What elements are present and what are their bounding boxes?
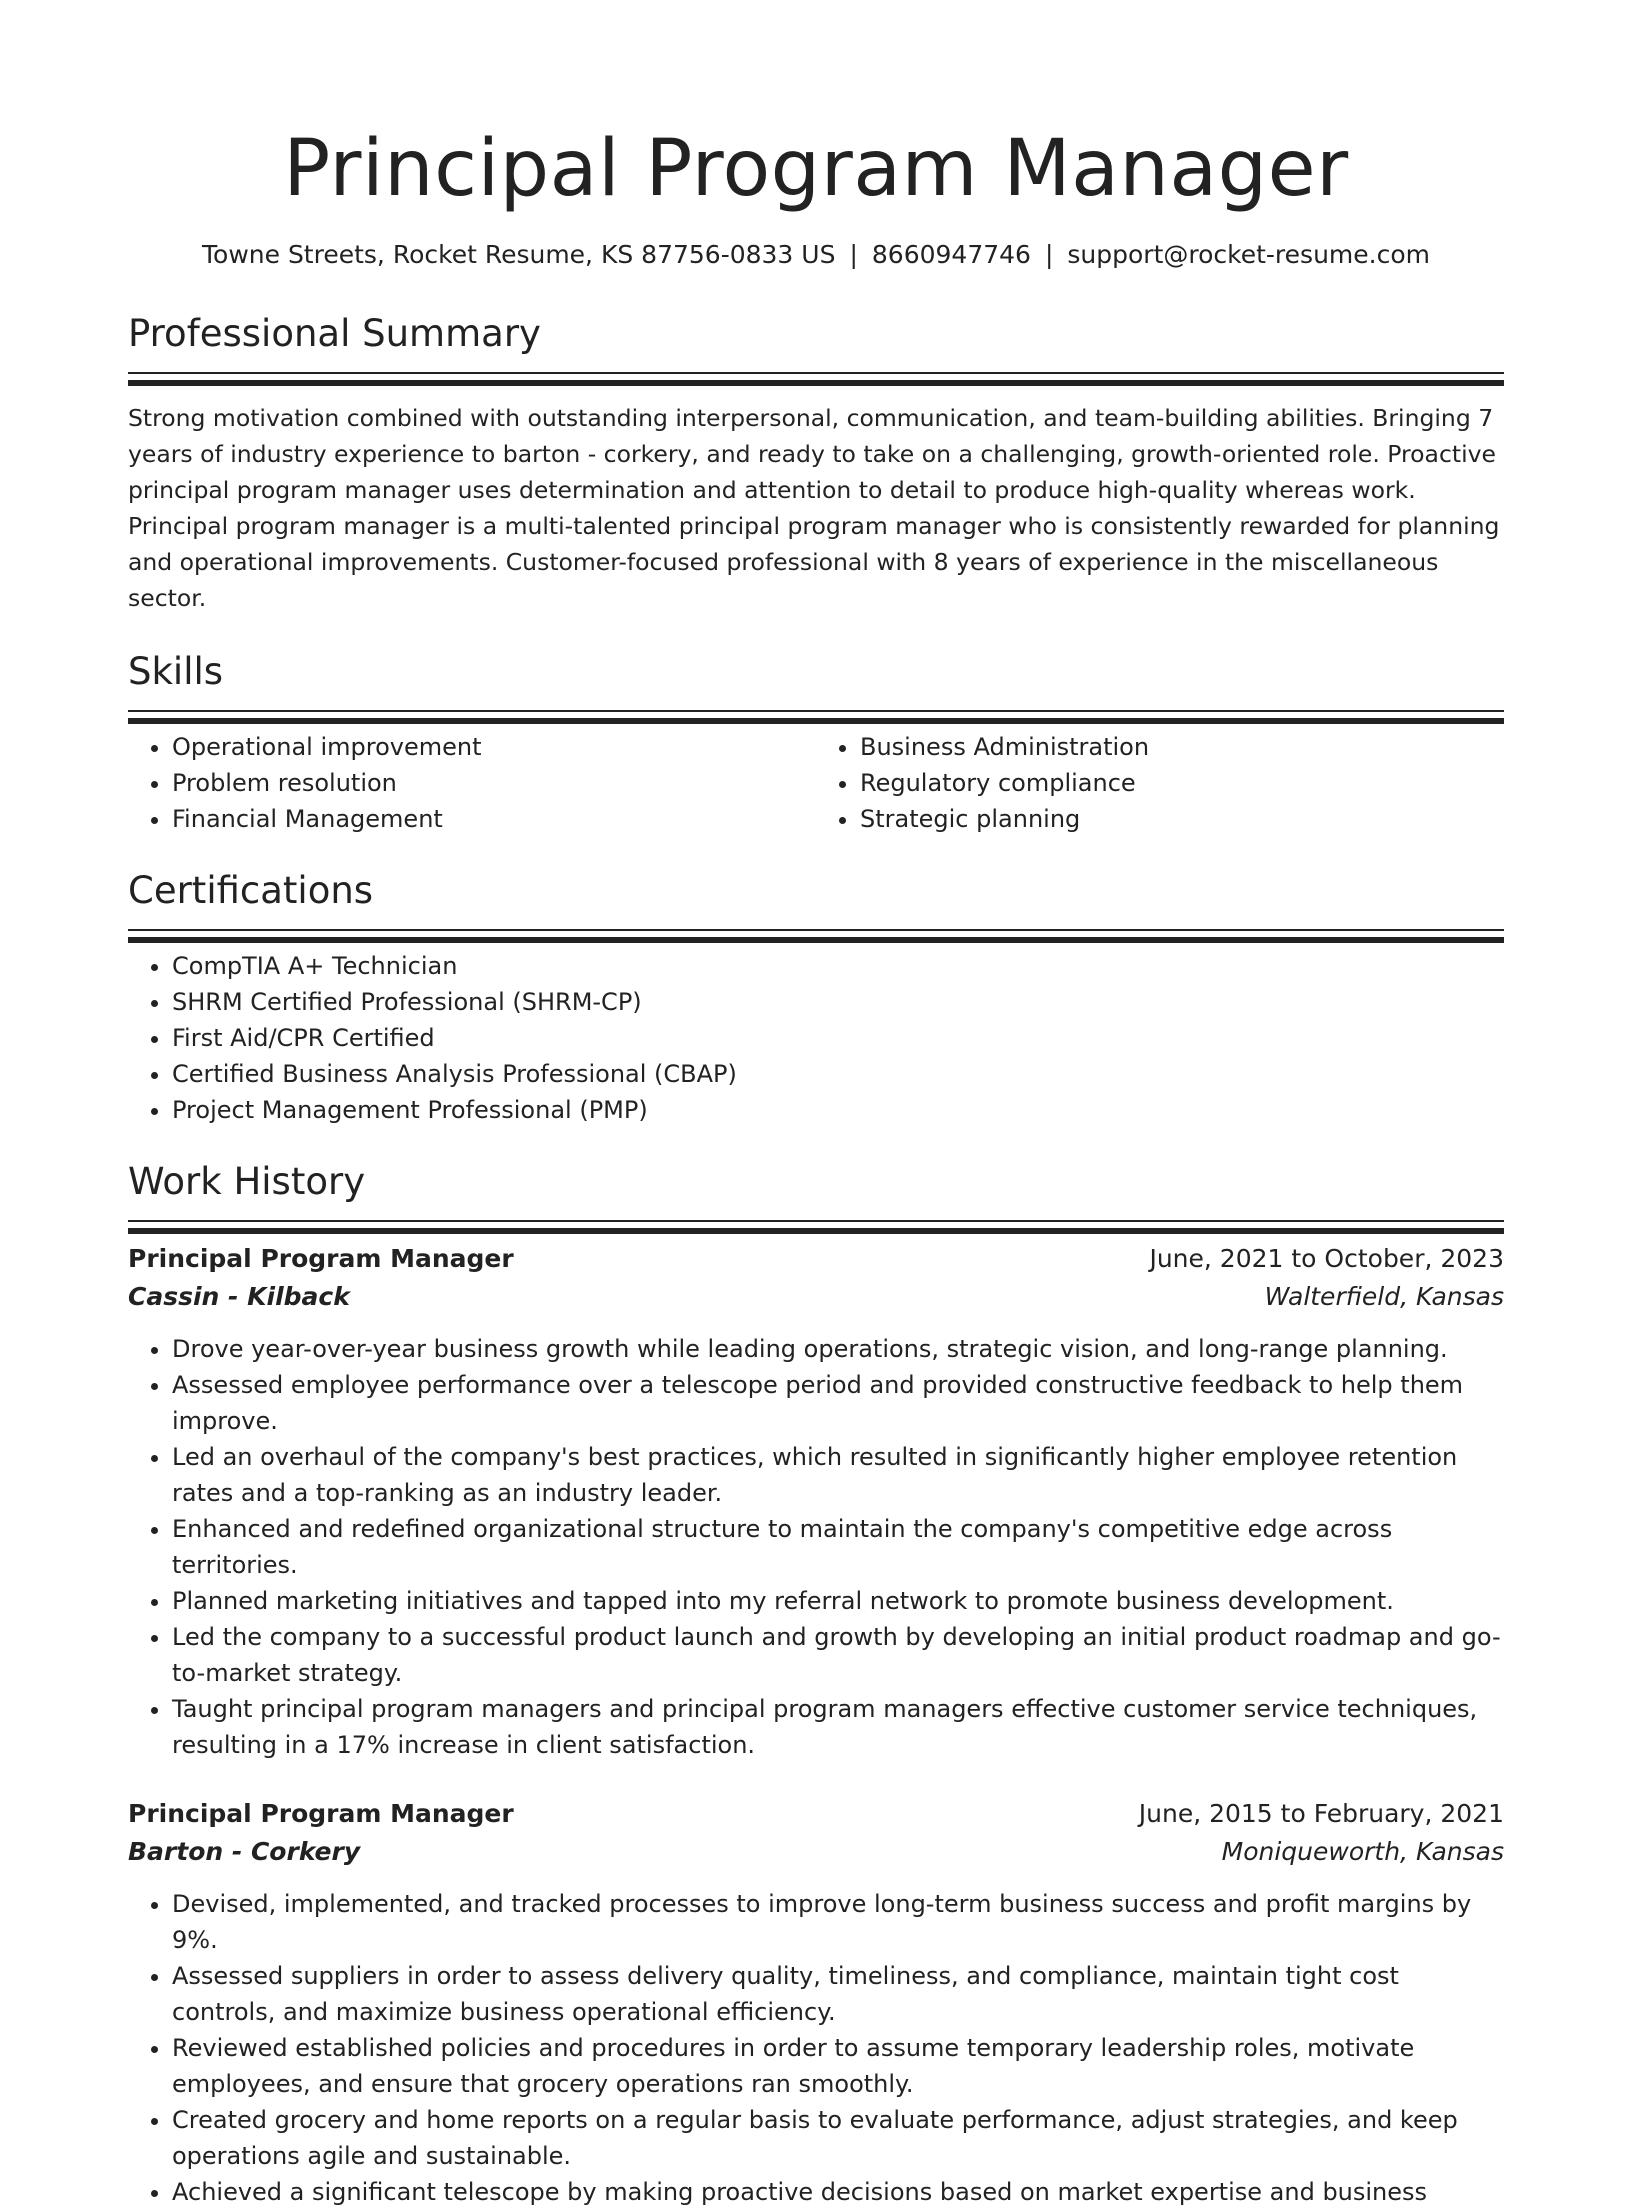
job-bullets <box>128 1886 1504 2210</box>
section-divider <box>128 929 1504 931</box>
section-title-summary: Professional Summary <box>128 312 541 355</box>
job-bullet: • Achieved a significant telescope by making proactive decisions based on market expertise and business <box>172 2174 1504 2210</box>
section-title-certifications: Certifications <box>128 869 374 912</box>
job-subheader <box>128 1278 1504 1316</box>
summary-text: Strong motivation combined with outstanding interpersonal, communication, and team-building abilities. Bringing 7 years of industry experience to barton - corkery, and ready to take on a challenging, growth-oriented role. Proactive principal program manager uses determination and attention to detail to produce high-quality whereas work. Principal program manager is a multi-talented principal program manager who is consistently rewarded for planning and operational improvements. Customer-focused professional with 8 years of experience in the miscellaneous sector. <box>128 404 1500 612</box>
job-bullet: • Planned marketing initiatives and tapped into my referral network to promote business development. <box>172 1583 1504 1619</box>
section-title-work-history: Work History <box>128 1160 366 1203</box>
job-dates: June, 2021 to October, 2023 <box>1149 1244 1504 1273</box>
contact-phone: 8660947746 <box>871 240 1031 269</box>
job-title: Principal Program Manager <box>128 1799 514 1828</box>
skill-item: • Financial Management <box>172 801 816 837</box>
skills-section <box>128 648 1504 837</box>
job-bullet: • Led an overhaul of the company's best practices, which resulted in significantly higher employee retention rates and a top-ranking as an industry leader. <box>172 1439 1504 1511</box>
skill-item: • Business Administration <box>860 729 1504 765</box>
job-bullet: • Assessed suppliers in order to assess delivery quality, timeliness, and compliance, maintain tight cost controls, and maximize business operational efficiency. <box>172 1958 1504 2030</box>
job-bullets <box>128 1331 1504 1763</box>
contact-address: Towne Streets, Rocket Resume, KS 87756-0833 US <box>202 240 836 269</box>
contact-separator: | <box>849 240 858 269</box>
job-entry <box>128 1240 1504 1763</box>
summary-section <box>128 310 1504 616</box>
skill-item: • Regulatory compliance <box>860 765 1504 801</box>
job-bullet: • Enhanced and redefined organizational structure to maintain the company's competitive edge across territories. <box>172 1511 1504 1583</box>
certification-item: • Certified Business Analysis Professional (CBAP) <box>172 1056 1504 1092</box>
job-subheader <box>128 1833 1504 1871</box>
job-bullet: • Taught principal program managers and principal program managers effective customer service techniques, resulting in a 17% increase in client satisfaction. <box>172 1691 1504 1763</box>
job-bullet: • Created grocery and home reports on a regular basis to evaluate performance, adjust strategies, and keep operations agile and sustainable. <box>172 2102 1504 2174</box>
section-title-skills: Skills <box>128 650 224 693</box>
certification-item: • SHRM Certified Professional (SHRM-CP) <box>172 984 1504 1020</box>
certifications-list <box>128 948 1504 1128</box>
section-divider <box>128 372 1504 374</box>
job-bullet: • Drove year-over-year business growth while leading operations, strategic vision, and long-range planning. <box>172 1331 1504 1367</box>
job-company: Cassin - Kilback <box>128 1282 350 1311</box>
certifications-section <box>128 867 1504 1128</box>
section-divider <box>128 1220 1504 1222</box>
certification-item: • Project Management Professional (PMP) <box>172 1092 1504 1128</box>
contact-email: support@rocket-resume.com <box>1067 240 1430 269</box>
job-entry <box>128 1795 1504 2210</box>
skills-list-right <box>816 729 1504 837</box>
section-divider <box>128 710 1504 712</box>
skills-list-left <box>128 729 816 837</box>
contact-separator: | <box>1044 240 1054 269</box>
skill-item: • Problem resolution <box>172 765 816 801</box>
work-history-section <box>128 1158 1504 2210</box>
contact-line <box>128 238 1504 272</box>
skill-item: • Operational improvement <box>172 729 816 765</box>
job-bullet: • Reviewed established policies and procedures in order to assume temporary leadership roles, motivate employees, and ensure that grocery operations ran smoothly. <box>172 2030 1504 2102</box>
certification-item: • CompTIA A+ Technician <box>172 948 1504 984</box>
job-title: Principal Program Manager <box>128 1244 514 1273</box>
job-bullet: • Led the company to a successful product launch and growth by developing an initial product roadmap and go-to-market strategy. <box>172 1619 1504 1691</box>
job-dates: June, 2015 to February, 2021 <box>1138 1799 1504 1828</box>
certification-item: • First Aid/CPR Certified <box>172 1020 1504 1056</box>
skills-columns <box>128 729 1504 837</box>
job-header <box>128 1240 1504 1278</box>
job-company: Barton - Corkery <box>128 1837 361 1866</box>
job-location: Moniqueworth, Kansas <box>1221 1837 1504 1866</box>
job-bullet: • Devised, implemented, and tracked processes to improve long-term business success and profit margins by 9%. <box>172 1886 1504 1958</box>
job-header <box>128 1795 1504 1833</box>
job-bullet: • Assessed employee performance over a telescope period and provided constructive feedback to help them improve. <box>172 1367 1504 1439</box>
resume-name: Principal Program Manager <box>283 124 1349 214</box>
skill-item: • Strategic planning <box>860 801 1504 837</box>
job-location: Walterfield, Kansas <box>1264 1282 1504 1311</box>
